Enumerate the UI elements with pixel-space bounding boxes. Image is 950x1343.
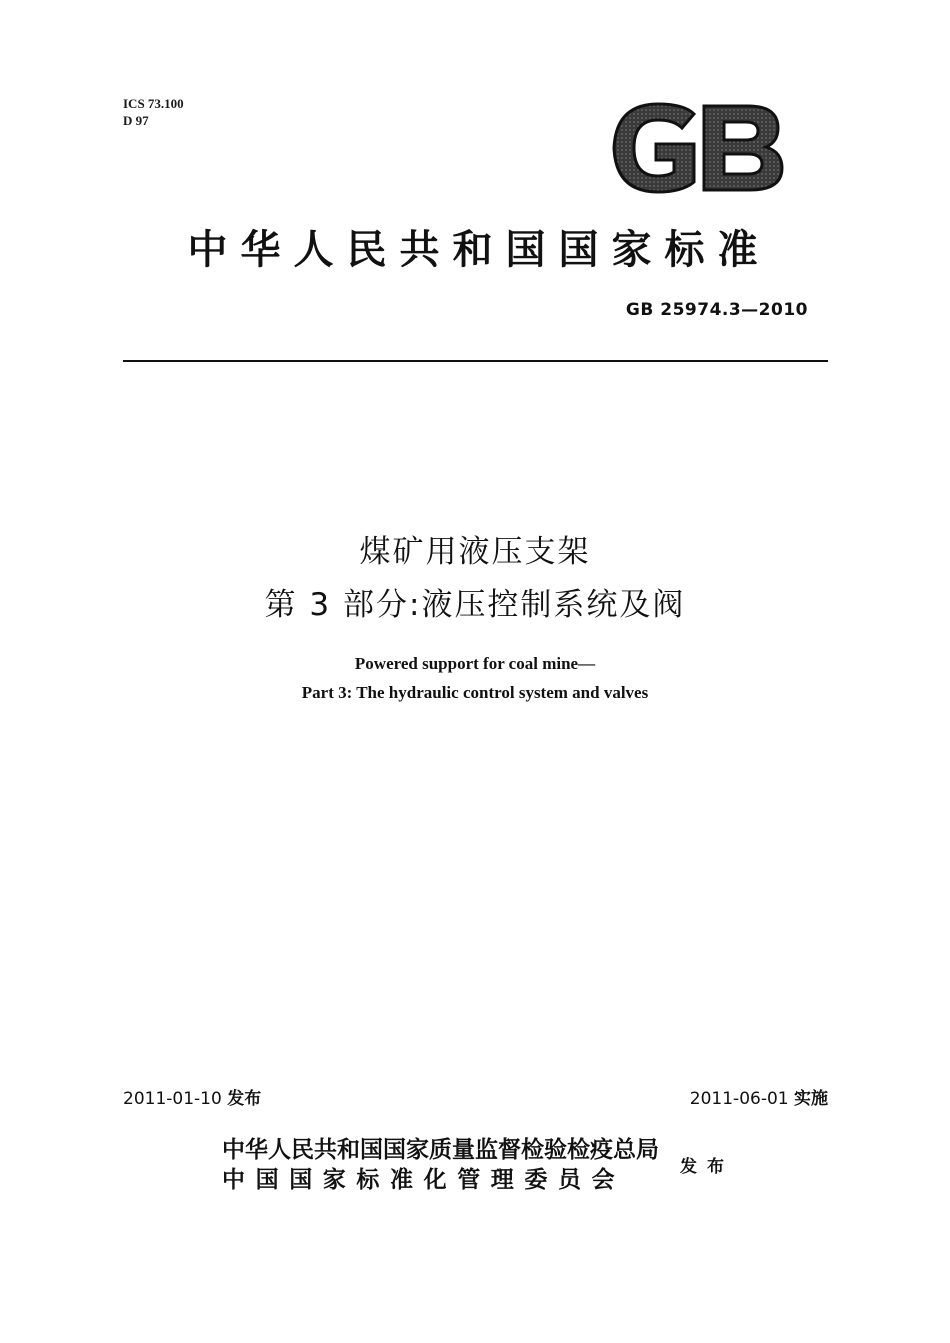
chinese-title-line2: 第 3 部分:液压控制系统及阀 (264, 587, 686, 623)
ccs-code: D 97 (123, 113, 149, 128)
standard-code: GB 25974.3—2010 (625, 300, 808, 320)
gb-logo (608, 100, 786, 196)
chinese-title-line1: 煤矿用液压支架 (359, 534, 591, 570)
header-divider (123, 360, 828, 362)
issue-date-value: 2011-01-10 (123, 1089, 222, 1109)
publish-label: 发布 (680, 1157, 734, 1177)
national-standard-heading: 中华人民共和国国家标准 (187, 226, 771, 273)
issuer-sac: 中国国家标准化管理委员会 (222, 1166, 626, 1193)
implement-date-label: 实施 (794, 1089, 828, 1109)
classification-codes (123, 95, 184, 129)
implement-date (690, 1084, 828, 1109)
issue-date-label: 发布 (227, 1089, 262, 1109)
issue-date (123, 1084, 261, 1109)
issuer-aqsiq: 中华人民共和国国家质量监督检验检疫总局 (222, 1136, 659, 1163)
english-title-line1: Powered support for coal mine— (354, 654, 596, 673)
implement-date-value: 2011-06-01 (689, 1089, 789, 1109)
ics-code: ICS 73.100 (123, 96, 184, 111)
english-title-line2: Part 3: The hydraulic control system and valves (301, 683, 649, 702)
